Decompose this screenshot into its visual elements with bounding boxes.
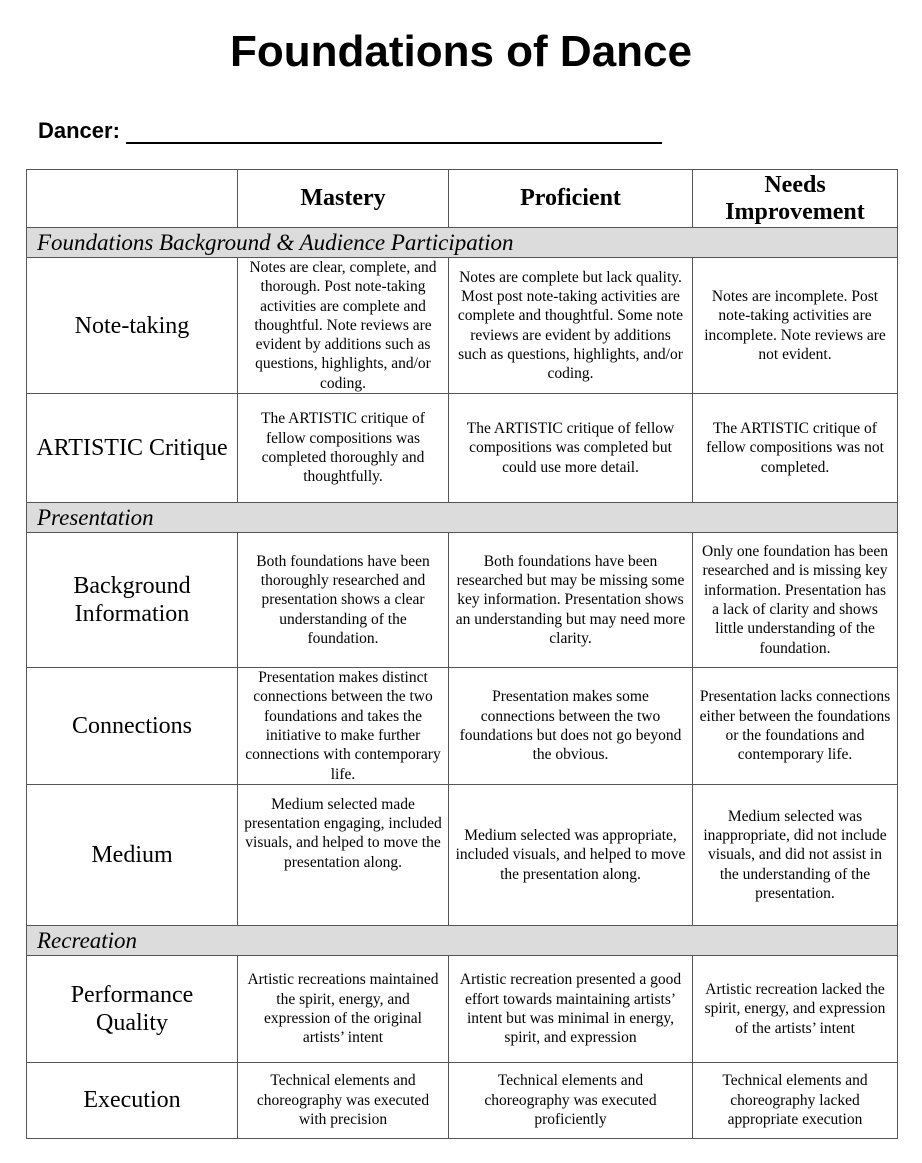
section-row xyxy=(27,228,898,258)
needs-improvement-cell: The ARTISTIC critique of fellow compositions was not completed. xyxy=(693,394,898,503)
section-title: Foundations Background & Audience Participation xyxy=(27,228,898,258)
mastery-cell: Both foundations have been thoroughly researched and presentation shows a clear understanding of the foundation. xyxy=(238,533,449,668)
section-title: Recreation xyxy=(27,925,898,955)
needs-improvement-cell: Artistic recreation lacked the spirit, energy, and expression of the artists’ intent xyxy=(693,955,898,1062)
rubric-table xyxy=(26,169,898,1139)
proficient-cell: The ARTISTIC critique of fellow compositions was completed but could use more detail. xyxy=(449,394,693,503)
dancer-field xyxy=(38,112,662,144)
section-title: Presentation xyxy=(27,503,898,533)
page-title: Foundations of Dance xyxy=(230,27,692,76)
mastery-cell: Artistic recreations maintained the spirit, energy, and expression of the original artists’ intent xyxy=(238,955,449,1062)
mastery-cell: Notes are clear, complete, and thorough. Post note-taking activities are complete and thoughtful. Note reviews are evident by additions such as questions, highlights, and/or coding. xyxy=(238,258,449,394)
mastery-cell: The ARTISTIC critique of fellow compositions was completed thoroughly and thoughtfully. xyxy=(238,394,449,503)
dancer-label: Dancer: xyxy=(38,118,120,143)
mastery-cell: Medium selected made presentation engaging, included visuals, and helped to move the presentation along. xyxy=(238,784,449,925)
header-corner xyxy=(27,170,238,228)
criterion-cell: Medium xyxy=(27,784,238,925)
criterion-cell: Performance Quality xyxy=(27,955,238,1062)
proficient-cell: Presentation makes some connections between the two foundations but does not go beyond the obvious. xyxy=(449,668,693,785)
table-row xyxy=(27,668,898,785)
table-row xyxy=(27,1062,898,1138)
needs-improvement-cell: Presentation lacks connections either between the foundations or the foundations and contemporary life. xyxy=(693,668,898,785)
section-row xyxy=(27,503,898,533)
needs-improvement-cell: Notes are incomplete. Post note-taking activities are incomplete. Note reviews are not evident. xyxy=(693,258,898,394)
table-row xyxy=(27,394,898,503)
table-row xyxy=(27,784,898,925)
criterion-cell: Background Information xyxy=(27,533,238,668)
header-needs-improvement: Needs Improvement xyxy=(693,170,898,228)
table-row xyxy=(27,258,898,394)
needs-improvement-cell: Technical elements and choreography lacked appropriate execution xyxy=(693,1062,898,1138)
proficient-cell: Technical elements and choreography was executed proficiently xyxy=(449,1062,693,1138)
table-row xyxy=(27,955,898,1062)
dancer-name-blank[interactable] xyxy=(126,116,662,144)
header-proficient: Proficient xyxy=(449,170,693,228)
proficient-cell: Notes are complete but lack quality. Most post note-taking activities are complete and thoughtful. Some note reviews are evident by additions such as questions, highlights, and/or coding. xyxy=(449,258,693,394)
needs-improvement-cell: Only one foundation has been researched and is missing key information. Presentation has a lack of clarity and shows little understanding of the foundation. xyxy=(693,533,898,668)
mastery-cell: Technical elements and choreography was executed with precision xyxy=(238,1062,449,1138)
proficient-cell: Both foundations have been researched but may be missing some key information. Presentation shows an understanding but may need more clarity. xyxy=(449,533,693,668)
header-mastery: Mastery xyxy=(238,170,449,228)
mastery-cell: Presentation makes distinct connections between the two foundations and takes the initiative to make further connections with contemporary life. xyxy=(238,668,449,785)
criterion-cell: ARTISTIC Critique xyxy=(27,394,238,503)
proficient-cell: Medium selected was appropriate, included visuals, and helped to move the presentation along. xyxy=(449,784,693,925)
section-row xyxy=(27,925,898,955)
header-row xyxy=(27,170,898,228)
criterion-cell: Note-taking xyxy=(27,258,238,394)
table-row xyxy=(27,533,898,668)
criterion-cell: Connections xyxy=(27,668,238,785)
criterion-cell: Execution xyxy=(27,1062,238,1138)
proficient-cell: Artistic recreation presented a good effort towards maintaining artists’ intent but was minimal in energy, spirit, and expression xyxy=(449,955,693,1062)
needs-improvement-cell: Medium selected was inappropriate, did not include visuals, and did not assist in the understanding of the presentation. xyxy=(693,784,898,925)
